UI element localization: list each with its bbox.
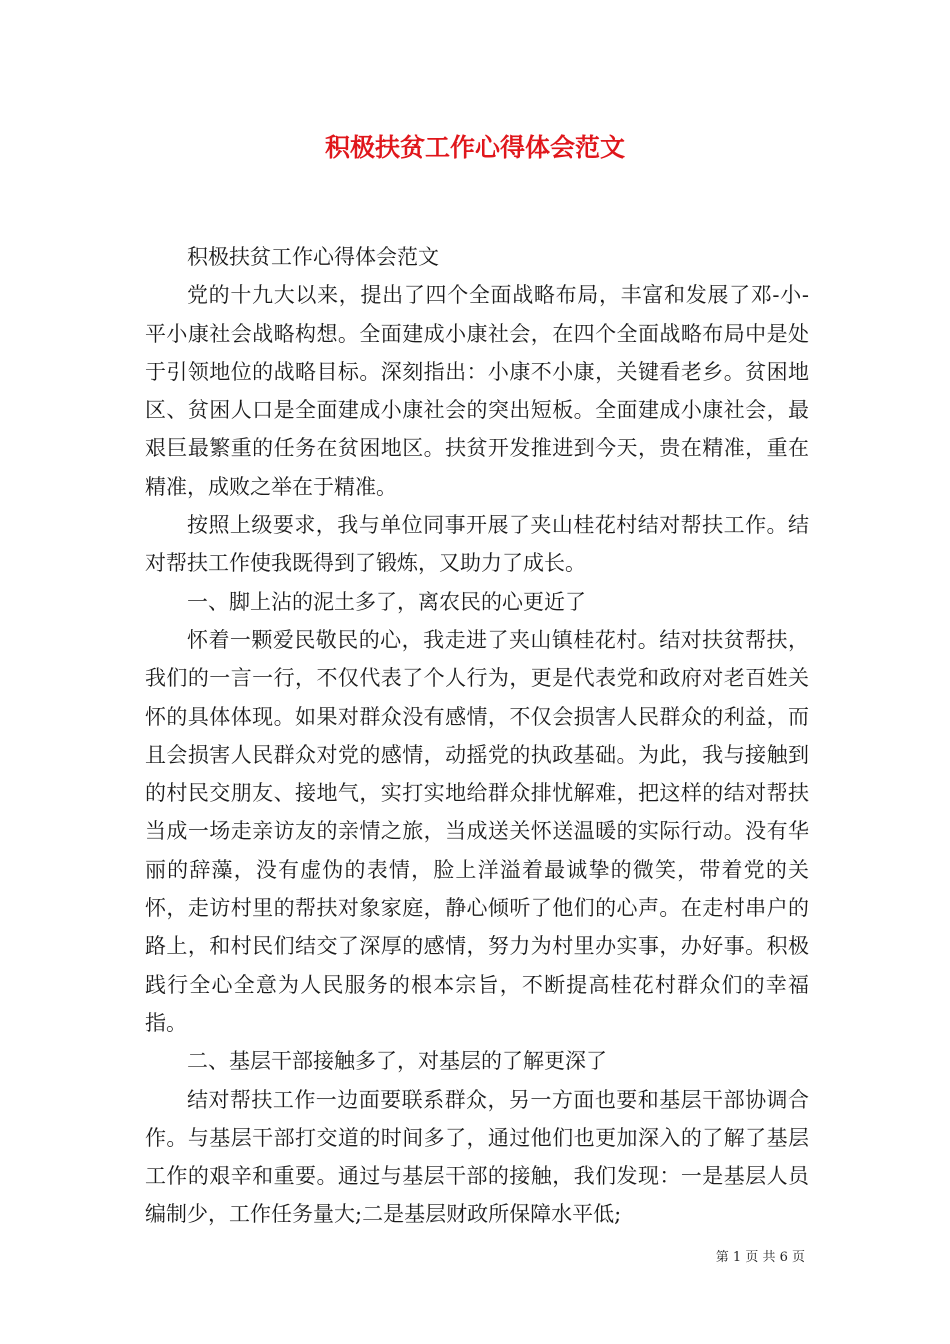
section-heading-2: 二、基层干部接触多了，对基层的了解更深了 — [187, 1049, 607, 1074]
paragraph-intro: 党的十九大以来，提出了四个全面战略布局，丰富和发展了邓-小-平小康社会战略构想。全面建成小康社会，在四个全面战略布局中是处于引领地位的战略目标。深刻指出：小康不小康，关键看老乡。贫困地区、贫困人口是全面建成小康社会的突出短板。全面建成小康社会，最艰巨最繁重的任务在贫困地区。扶贫开发推进到今天，贵在精准，重在精准，成败之举在于精准。 — [145, 283, 809, 499]
document-title: 积极扶贫工作心得体会范文 — [324, 133, 625, 162]
paragraph-heading: 积极扶贫工作心得体会范文 — [187, 245, 439, 269]
paragraph-section-2: 结对帮扶工作一边面要联系群众，另一方面也要和基层干部协调合作。与基层干部打交道的时间多了，通过他们也更加深入的了解了基层工作的艰辛和重要。通过与基层干部的接触，我们发现：一是基层人员编制少，工作任务量大;二是基层财政所保障水平低; — [145, 1087, 809, 1227]
page-number-footer: 第 1 页 共 6 页 — [715, 1250, 805, 1265]
paragraph-section-1: 怀着一颗爱民敬民的心，我走进了夹山镇桂花村。结对扶贫帮扶，我们的一言一行，不仅代表了个人行为，更是代表党和政府对老百姓关怀的具体体现。如果对群众没有感情，不仅会损害人民群众的利益，而且会损害人民群众对党的感情，动摇党的执政基础。为此，我与接触到的村民交朋友、接地气，实打实地给群众排忧解难，把这样的结对帮扶当成一场走亲访友的亲情之旅，当成送关怀送温暖的实际行动。没有华丽的辞藻，没有虚伪的表情，脸上洋溢着最诚挚的微笑，带着党的关怀，走访村里的帮扶对象家庭，静心倾听了他们的心声。在走村串户的路上，和村民们结交了深厚的感情，努力为村里办实事，办好事。积极践行全心全意为人民服务的根本宗旨，不断提高桂花村群众们的幸福指。 — [145, 627, 809, 1035]
section-heading-1: 一、脚上沾的泥土多了，离农民的心更近了 — [187, 589, 586, 614]
document-body — [145, 238, 809, 1234]
paragraph-assignment: 按照上级要求，我与单位同事开展了夹山桂花村结对帮扶工作。结对帮扶工作使我既得到了锻炼，又助力了成长。 — [145, 513, 809, 576]
